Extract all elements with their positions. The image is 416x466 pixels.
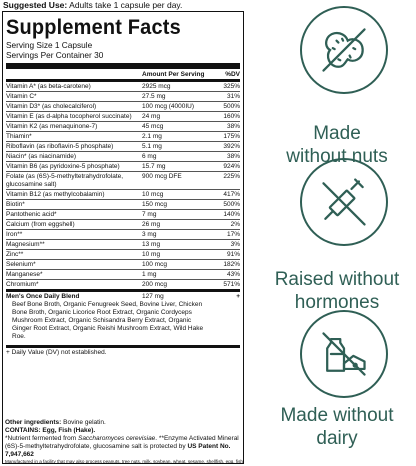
nutrient-dv: 140% bbox=[223, 211, 240, 218]
nutrient-amount: 24 mg bbox=[142, 113, 161, 120]
contains-statement: CONTAINS: Egg, Fish (Hake). bbox=[5, 427, 96, 434]
table-row bbox=[6, 101, 240, 111]
nutrient-dv: 182% bbox=[223, 261, 240, 268]
header-spacer bbox=[6, 70, 142, 79]
nutrient-dv: 38% bbox=[226, 153, 240, 160]
table-row bbox=[6, 151, 240, 161]
nutrient-name: Chromium* bbox=[6, 281, 39, 288]
other-ingredients-text: Bovine gelatin. bbox=[63, 419, 106, 426]
nutrient-name: Folate (as (6S)-5-methyltetrahydrofolate, glucosamine salt) bbox=[6, 172, 124, 188]
nutrient-dv: 175% bbox=[223, 133, 240, 140]
nutrient-name: Niacin* (as niacinamide) bbox=[6, 153, 77, 160]
nutrient-amount: 3 mg bbox=[142, 231, 157, 238]
nutrient-dv: 43% bbox=[226, 271, 240, 278]
patent-note-a: (6S)-5-methyltetrahydrofolate, glucosamine salt is protected by bbox=[5, 443, 186, 450]
other-ingredients bbox=[5, 419, 246, 427]
nutrient-name: Vitamin E (as d-alpha tocopherol succinate) bbox=[6, 113, 132, 120]
nutrient-name: Pantothenic acid* bbox=[6, 211, 57, 218]
nutrient-name: Vitamin D3* (as cholecalciferol) bbox=[6, 103, 97, 110]
no-hormones-line1: Raised without bbox=[274, 269, 400, 290]
no-dairy-claim bbox=[258, 404, 416, 450]
nutrient-dv: 225% bbox=[223, 172, 240, 180]
no-dairy-badge bbox=[300, 310, 388, 398]
no-nuts-line2: without nuts bbox=[286, 146, 388, 167]
nutrient-name: Selenium* bbox=[6, 261, 36, 268]
nutrient-amount: 26 mg bbox=[142, 221, 161, 228]
table-row bbox=[6, 269, 240, 279]
notes-section bbox=[2, 419, 246, 465]
nutrient-amount: 1 mg bbox=[142, 271, 157, 278]
no-dairy-line2: dairy bbox=[316, 428, 358, 449]
nutrient-amount: 900 mcg DFE bbox=[142, 172, 182, 180]
suggested-use bbox=[3, 0, 218, 10]
nutrient-amount: 15.7 mg bbox=[142, 163, 166, 170]
nutrient-dv: 325% bbox=[223, 83, 240, 90]
no-nuts-icon bbox=[316, 22, 372, 78]
no-nuts-badge bbox=[300, 6, 388, 94]
nutrient-name: Biotin* bbox=[6, 201, 25, 208]
no-dairy-icon bbox=[316, 326, 372, 382]
patent-note bbox=[5, 443, 246, 459]
nutrient-name: Vitamin A* (as beta-carotene) bbox=[6, 83, 91, 90]
no-dairy-line1: Made without bbox=[280, 405, 394, 426]
nutrient-name: Zinc** bbox=[6, 251, 24, 258]
nutrient-amount: 150 mcg bbox=[142, 201, 167, 208]
nutrient-amount: 2925 mcg bbox=[142, 83, 171, 90]
table-row bbox=[6, 279, 240, 289]
dv-note: + Daily Value (DV) not established. bbox=[6, 349, 107, 356]
blend-row bbox=[6, 293, 240, 301]
nutrient-name: Calcium (from eggshell) bbox=[6, 221, 75, 228]
allergen-statement: Manufactured in a facility that may also process peanuts, tree nuts, milk, soybean, wheat, sesame, shellfish, egg, fish. bbox=[5, 459, 245, 464]
table-header bbox=[6, 69, 240, 79]
fermented-species: Saccharomyces cerevisiae bbox=[77, 435, 156, 442]
suggested-use-label: Suggested Use: bbox=[3, 0, 68, 10]
fermented-note-b: . **Enzyme Activated Mineral bbox=[155, 435, 239, 442]
nutrient-name: Manganese* bbox=[6, 271, 43, 278]
table-row bbox=[6, 239, 240, 249]
nutrient-amount: 10 mg bbox=[142, 251, 161, 258]
table-row bbox=[6, 82, 240, 91]
nutrient-dv: 571% bbox=[223, 281, 240, 288]
table-row bbox=[6, 199, 240, 209]
table-row bbox=[6, 111, 240, 121]
nutrient-dv: 417% bbox=[223, 191, 240, 198]
nutrient-dv: 160% bbox=[223, 113, 240, 120]
nutrient-dv: 500% bbox=[223, 201, 240, 208]
table-row bbox=[6, 249, 240, 259]
nutrient-dv: 3% bbox=[230, 241, 240, 248]
supplement-facts-panel bbox=[2, 11, 244, 464]
table-row bbox=[6, 121, 240, 131]
serving-size: Serving Size 1 Capsule bbox=[6, 40, 93, 50]
nutrient-dv: 31% bbox=[226, 93, 240, 100]
nutrient-amount: 2.1 mg bbox=[142, 133, 162, 140]
table-row bbox=[6, 259, 240, 269]
blend-ingredients: Beef Bone Broth, Organic Fenugreek Seed, Bovine Liver, Chicken Bone Broth, Organic Licorice Root Extract, Organic Cordyceps Mushroom Extract, Organic Schisandra Berry Extract, Organic Ginger Root Extract, Organic Reishi Mushroom Extract, Wild Hake Roe. bbox=[12, 301, 204, 340]
no-nuts-line1: Made bbox=[313, 123, 361, 144]
other-ingredients-label: Other ingredients: bbox=[5, 419, 62, 426]
table-row bbox=[6, 189, 240, 199]
no-hormones-badge bbox=[300, 158, 388, 246]
table-row bbox=[6, 161, 240, 171]
nutrient-amount: 200 mcg bbox=[142, 281, 167, 288]
panel-title: Supplement Facts bbox=[6, 16, 181, 39]
nutrient-amount: 45 mcg bbox=[142, 123, 164, 130]
header-dv: %DV bbox=[225, 71, 240, 78]
nutrient-table bbox=[6, 82, 240, 289]
fermented-note bbox=[5, 435, 246, 443]
nutrient-dv: 500% bbox=[223, 103, 240, 110]
table-row bbox=[6, 91, 240, 101]
table-row bbox=[6, 141, 240, 151]
nutrient-name: Iron** bbox=[6, 231, 23, 238]
nutrient-amount: 100 mcg (4000IU) bbox=[142, 103, 195, 110]
table-row bbox=[6, 219, 240, 229]
nutrient-name: Vitamin K2 (as menaquinone-7) bbox=[6, 123, 98, 130]
nutrient-dv: 2% bbox=[230, 221, 240, 228]
suggested-use-text: Adults take 1 capsule per day. bbox=[69, 0, 183, 10]
blend-section bbox=[6, 292, 240, 341]
nutrient-amount: 13 mg bbox=[142, 241, 161, 248]
no-hormones-line2: hormones bbox=[294, 292, 380, 313]
nutrient-dv: 38% bbox=[226, 123, 240, 130]
no-hormones-claim bbox=[258, 268, 416, 314]
patent-number: US Patent No. 7,947,662 bbox=[5, 443, 231, 458]
nutrient-name: Thiamin* bbox=[6, 133, 32, 140]
nutrient-amount: 6 mg bbox=[142, 153, 157, 160]
nutrient-dv: 17% bbox=[226, 231, 240, 238]
nutrient-amount: 7 mg bbox=[142, 211, 157, 218]
table-row bbox=[6, 131, 240, 141]
nutrient-name: Riboflavin (as riboflavin-5 phosphate) bbox=[6, 143, 114, 150]
header-amount: Amount Per Serving bbox=[142, 71, 205, 78]
blend-amount: 127 mg bbox=[142, 293, 164, 300]
blend-name: Men's Once Daily Blend bbox=[6, 293, 80, 300]
nutrient-amount: 5.1 mg bbox=[142, 143, 162, 150]
nutrient-name: Vitamin B12 (as methylcobalamin) bbox=[6, 191, 105, 198]
servings-per-container: Servings Per Container 30 bbox=[6, 50, 104, 60]
table-row bbox=[6, 171, 240, 189]
nutrient-amount: 10 mcg bbox=[142, 191, 164, 198]
nutrient-name: Vitamin C* bbox=[6, 93, 37, 100]
nutrient-dv: 392% bbox=[223, 143, 240, 150]
nutrient-amount: 27.5 mg bbox=[142, 93, 166, 100]
blend-dv: + bbox=[236, 293, 240, 300]
nutrient-dv: 924% bbox=[223, 163, 240, 170]
nutrient-name: Vitamin B6 (as pyridoxine-5 phosphate) bbox=[6, 163, 120, 170]
table-row bbox=[6, 209, 240, 219]
nutrient-amount: 100 mcg bbox=[142, 261, 167, 268]
nutrient-name: Magnesium** bbox=[6, 241, 45, 248]
no-hormones-syringe-icon bbox=[316, 174, 372, 230]
fermented-note-a: *Nutrient fermented from bbox=[5, 435, 77, 442]
table-row bbox=[6, 229, 240, 239]
nutrient-dv: 91% bbox=[226, 251, 240, 258]
